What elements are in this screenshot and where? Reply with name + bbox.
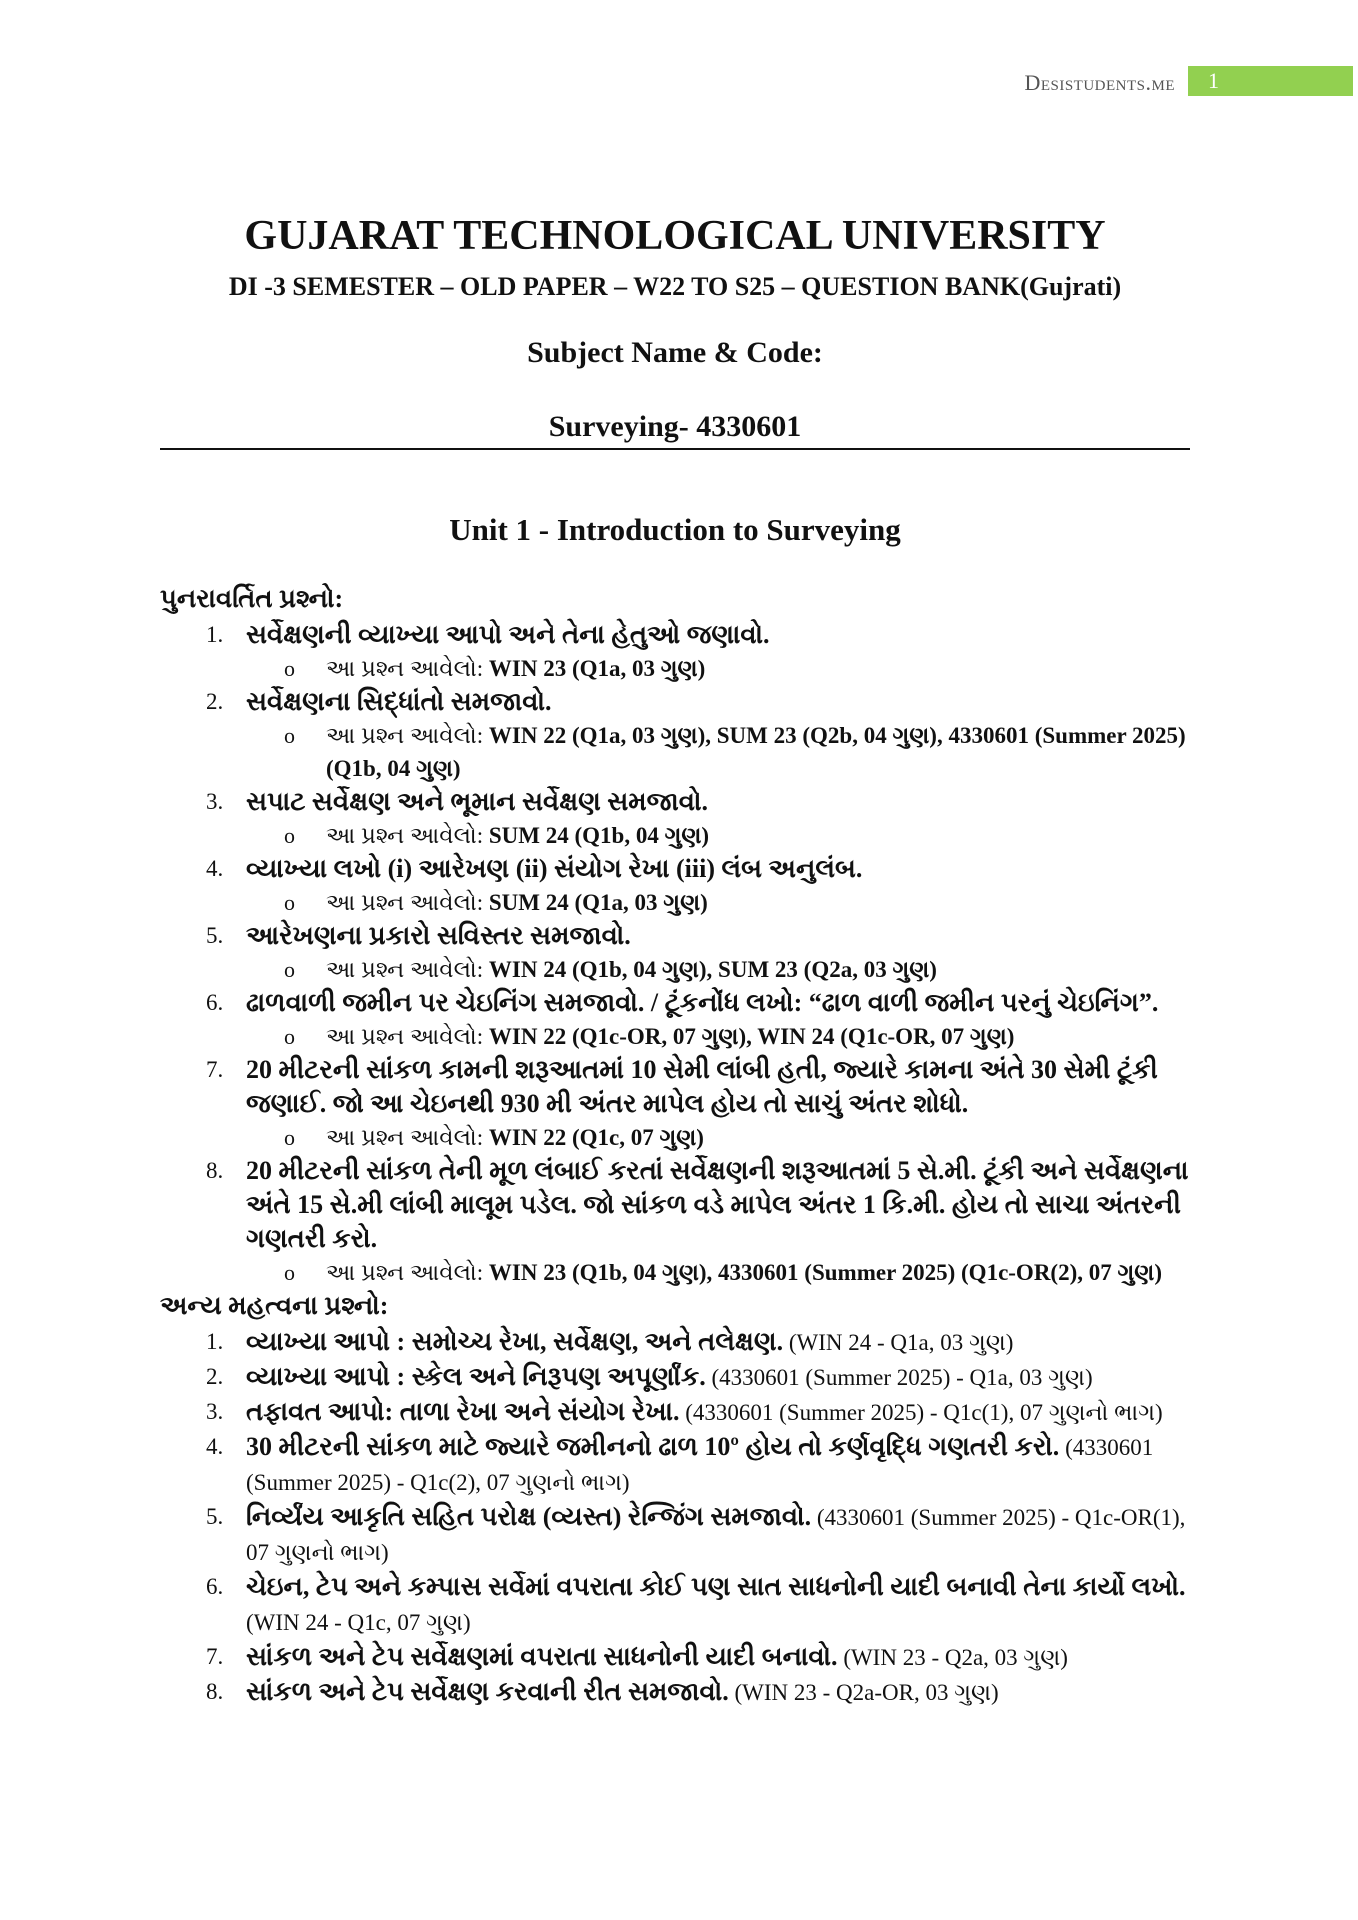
subject-name: Surveying- 4330601 [548,410,802,443]
repeated-question-item [160,986,1200,1053]
question-main-text: 30 મીટરની સાંકળ માટે જ્યારે જમીનનો ઢાળ 10º હોય તો કર્ણવૃદ્ધિ ગણતરી કરો. [246,1432,1060,1461]
appeared-in-line [160,1020,1200,1053]
repeated-questions-heading: પુનરાવર્તિત પ્રશ્નો: [160,584,344,613]
question-source-note: (WIN 24 - Q1c, 07 ગુણ) [246,1610,471,1635]
bullet-marker: o [284,957,295,982]
question-source-note: (4330601 (Summer 2025) - Q1c-OR(1), 07 ગુણનો ભાગ) [246,1505,1186,1565]
question-source-note: (WIN 24 - Q1a, 03 ગુણ) [783,1330,1014,1355]
question-text [246,1325,1200,1360]
bullet-marker: o [284,1024,295,1049]
question-number: 5. [206,1504,224,1529]
other-question-item [160,1325,1200,1360]
question-source-note: (4330601 (Summer 2025) - Q1c(1), 07 ગુણનો ભાગ) [679,1400,1163,1425]
repeated-question-item [160,618,1200,685]
appeared-value: WIN 22 (Q1a, 03 ગુણ), SUM 23 (Q2b, 04 ગુણ), 4330601 (Summer 2025) (Q1b, 04 ગુણ) [326,723,1186,781]
question-number: 2. [206,689,224,714]
bullet-marker: o [284,723,295,748]
appeared-value: WIN 23 (Q1a, 03 ગુણ) [488,656,706,681]
question-main-text: નિર્વ્યંય આકૃતિ સહિત પરોક્ષ (વ્યસ્ત) રેન્જિંગ સમજાવો. [246,1502,812,1531]
other-question-item [160,1675,1200,1710]
other-question-item [160,1395,1200,1430]
appeared-value: WIN 22 (Q1c, 07 ગુણ) [488,1125,704,1150]
question-number: 1. [206,1329,224,1354]
other-questions-list [160,1325,1200,1710]
appeared-in-line [160,1256,1200,1289]
question-number: 7. [206,1057,224,1082]
appeared-label: આ પ્રશ્ન આવેલો: [326,823,489,848]
appeared-in-line [160,719,1200,785]
other-questions-heading: અન્ય મહત્વના પ્રશ્નો: [160,1291,389,1320]
bullet-marker: o [284,1125,295,1150]
question-text: 20 મીટરની સાંકળ તેની મૂળ લંબાઈ કરતાં સર્વેક્ષણની શરૂઆતમાં 5 સે.મી. ટૂંકી અને સર્વેક્ષણના અંતે 15 સે.મી લાંબી માલૂમ પડેલ. જો સાંકળ વડે માપેલ અંતર 1 કિ.મી. હોય તો સાચા અંતરની ગણતરી કરો. [246,1156,1189,1253]
appeared-label: આ પ્રશ્ન આવેલો: [326,723,489,748]
question-main-text: તફાવત આપો: તાળા રેખા અને સંયોગ રેખા. [246,1397,680,1426]
question-number: 7. [206,1644,224,1669]
appeared-value: WIN 23 (Q1b, 04 ગુણ), 4330601 (Summer 2025) (Q1c-OR(2), 07 ગુણ) [488,1260,1163,1285]
question-source-note: (WIN 23 - Q2a, 03 ગુણ) [837,1645,1068,1670]
appeared-in-line [160,652,1200,685]
question-number: 8. [206,1158,224,1183]
question-text [246,1640,1200,1675]
question-main-text: ચેઇન, ટેપ અને કમ્પાસ સર્વેમાં વપરાતા કોઈ પણ સાત સાધનોની યાદી બનાવી તેના કાર્યો લખો. [246,1572,1186,1601]
header-brand: Desistudents.me [1024,70,1175,95]
other-question-item [160,1430,1200,1500]
question-text: સર્વેક્ષણની વ્યાખ્યા આપો અને તેના હેતુઓ જણાવો. [246,620,770,649]
question-text [246,1430,1200,1500]
question-text: આરેખણના પ્રકારો સવિસ્તર સમજાવો. [246,921,631,950]
appeared-value: WIN 24 (Q1b, 04 ગુણ), SUM 23 (Q2a, 03 ગુણ) [488,957,937,982]
appeared-label: આ પ્રશ્ન આવેલો: [326,957,489,982]
question-text [246,1675,1200,1710]
bullet-marker: o [284,890,295,915]
question-main-text: સાંકળ અને ટેપ સર્વેક્ષણમાં વપરાતા સાધનોની યાદી બનાવો. [246,1642,838,1671]
title-divider [160,448,1190,450]
repeated-questions-list [160,618,1200,1289]
question-source-note: (4330601 (Summer 2025) - Q1c(2), 07 ગુણનો ભાગ) [246,1435,1154,1495]
appeared-in-line [160,819,1200,852]
other-question-item [160,1570,1200,1640]
appeared-value: SUM 24 (Q1a, 03 ગુણ) [488,890,708,915]
subject-label: Subject Name & Code: [527,336,823,369]
bullet-marker: o [284,1260,295,1285]
appeared-value: WIN 22 (Q1c-OR, 07 ગુણ), WIN 24 (Q1c-OR, 07 ગુણ) [488,1024,1015,1049]
appeared-label: આ પ્રશ્ન આવેલો: [326,1024,489,1049]
bullet-marker: o [284,656,295,681]
repeated-question-item [160,852,1200,919]
question-number: 2. [206,1364,224,1389]
question-text: 20 મીટરની સાંકળ કામની શરૂઆતમાં 10 સેમી લાંબી હતી, જ્યારે કામના અંતે 30 સેમી ટૂંકી જણાઈ. જો આ ચેઇનથી 930 મી અંતર માપેલ હોય તો સાચું અંતર શોધો. [246,1055,1158,1118]
repeated-question-item [160,1154,1200,1289]
question-source-note: (4330601 (Summer 2025) - Q1a, 03 ગુણ) [705,1365,1093,1390]
question-text: સપાટ સર્વેક્ષણ અને ભૂમાન સર્વેક્ષણ સમજાવો. [246,787,708,816]
appeared-label: આ પ્રશ્ન આવેલો: [326,656,489,681]
other-question-item [160,1640,1200,1675]
question-text [246,1395,1200,1430]
question-main-text: વ્યાખ્યા આપો : સમોચ્ચ રેખા, સર્વેક્ષણ, અને તલેક્ષણ. [246,1327,784,1356]
semester-line: DI -3 SEMESTER – OLD PAPER – W22 TO S25 – QUESTION BANK(Gujrati) [228,272,1122,301]
repeated-question-item [160,685,1200,785]
question-number: 1. [206,622,224,647]
repeated-question-item [160,785,1200,852]
question-number: 3. [206,1399,224,1424]
repeated-question-item [160,1053,1200,1154]
bullet-marker: o [284,823,295,848]
question-text: સર્વેક્ષણના સિદ્ધાંતો સમજાવો. [246,687,552,716]
question-content [160,582,1200,1710]
question-number: 4. [206,856,224,881]
question-number: 6. [206,1574,224,1599]
question-text [246,1360,1200,1395]
appeared-value: SUM 24 (Q1b, 04 ગુણ) [488,823,710,848]
appeared-label: આ પ્રશ્ન આવેલો: [326,1260,489,1285]
question-number: 4. [206,1434,224,1459]
question-number: 8. [206,1679,224,1704]
question-source-note: (WIN 23 - Q2a-OR, 03 ગુણ) [728,1680,999,1705]
question-main-text: વ્યાખ્યા આપો : સ્કેલ અને નિરૂપણ અપૂર્ણાંક. [246,1362,706,1391]
other-question-item [160,1500,1200,1570]
appeared-in-line [160,1121,1200,1154]
unit-title: Unit 1 - Introduction to Surveying [449,512,901,547]
question-text: વ્યાખ્યા લખો (i) આરેખણ (ii) સંયોગ રેખા (iii) લંબ અનુલંબ. [246,854,863,883]
question-text [246,1500,1200,1570]
question-number: 3. [206,789,224,814]
repeated-question-item [160,919,1200,986]
appeared-in-line [160,886,1200,919]
appeared-label: આ પ્રશ્ન આવેલો: [326,890,489,915]
other-question-item [160,1360,1200,1395]
appeared-in-line [160,953,1200,986]
question-number: 6. [206,990,224,1015]
question-main-text: સાંકળ અને ટેપ સર્વેક્ષણ કરવાની રીત સમજાવો. [246,1677,729,1706]
question-text: ઢાળવાળી જમીન પર ચેઇનિંગ સમજાવો. / ટૂંકનોંધ લખો: “ઢાળ વાળી જમીન પરનું ચેઇનિંગ”. [246,988,1159,1017]
question-number: 5. [206,923,224,948]
page-number-badge: 1 [1188,66,1353,96]
appeared-label: આ પ્રશ્ન આવેલો: [326,1125,489,1150]
university-title: GUJARAT TECHNOLOGICAL UNIVERSITY [244,213,1106,259]
question-text [246,1570,1200,1640]
